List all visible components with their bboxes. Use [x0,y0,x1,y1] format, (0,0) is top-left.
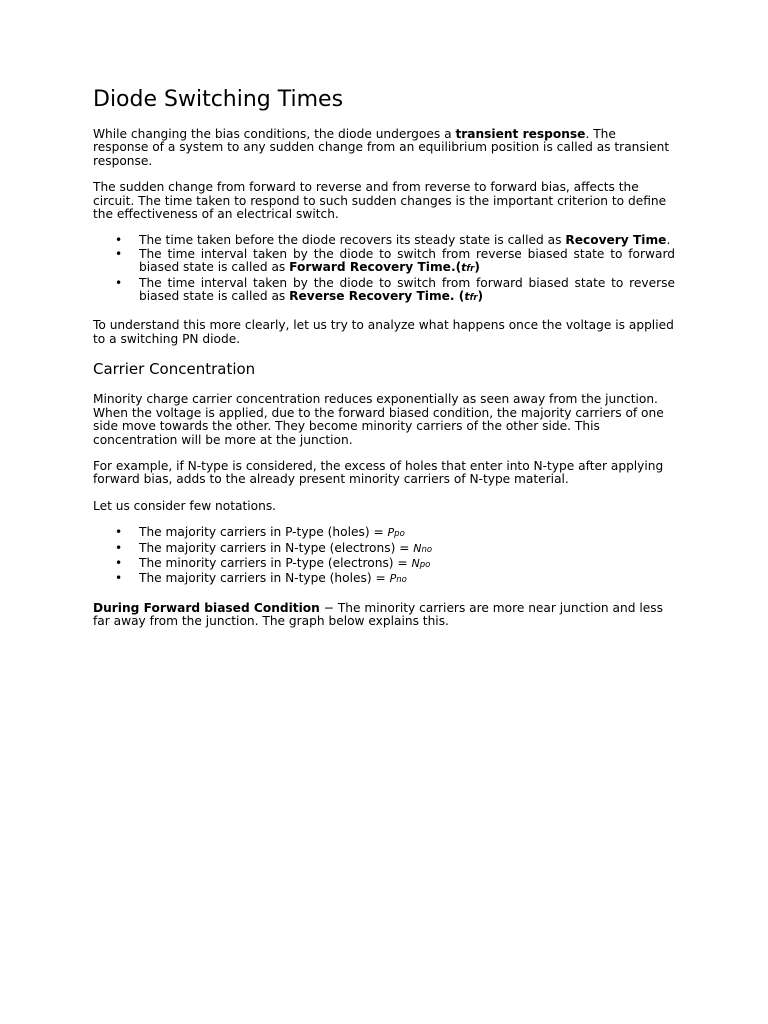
list-item-close: ) [477,289,484,304]
switching-times-list [93,234,675,305]
list-item: • The majority carriers in P-type (holes) = Ppo [139,526,675,541]
bias-change-paragraph: The sudden change from forward to reverse and from reverse to forward bias, affects the circuit. The time taken to respond to such sudden changes is the important criterion to define the effectiveness of an electrical switch. [93,180,667,222]
forward-bias-paragraph [93,602,675,629]
list-item-bold: Forward Recovery Time.( [289,260,462,275]
page-title: Diode Switching Times [93,87,344,112]
forward-bias-label: During Forward biased Condition [93,600,320,615]
symbol-subscript: fr [469,293,478,304]
symbol-subscript: no [396,575,407,586]
list-item-end: . [666,233,671,248]
example-paragraph: For example, if N-type is considered, the excess of holes that enter into N-type after applying forward bias, adds to the already present minority carriers of N-type material. [93,458,664,487]
list-item-bold: Recovery Time [565,233,667,248]
document-page [93,86,675,642]
intro-text-post: . The response of a system to any sudden change from an equilibrium position is called as transient response. [93,127,670,168]
forward-bias-text: − The minority carriers are more near junction and less far away from the junction. The graph below explains this. [93,600,663,629]
intro-paragraph [93,128,675,168]
list-item [139,277,675,306]
list-item: • The minority carriers in P-type (electrons) = Npo [139,557,675,572]
section-heading: Carrier Concentration [93,360,256,379]
analyze-paragraph: To understand this more clearly, let us try to analyze what happens once the voltage is applied to a switching PN diode. [93,318,674,346]
symbol: Npo [411,556,431,570]
symbol: Pno [389,572,407,586]
symbol: tfr [464,290,478,304]
list-item: • The majority carriers in N-type (holes) = Pno [139,572,675,587]
symbol-subscript: po [394,529,405,540]
list-item [139,234,675,247]
notations-list [93,526,675,588]
intro-bold-term: transient response [455,127,586,141]
symbol: Nno [413,541,433,555]
symbol: Ppo [387,526,405,540]
list-item-text: The time taken before the diode recovers its steady state is called as [139,233,566,248]
symbol-subscript: no [421,544,433,555]
concentration-paragraph: Minority charge carrier concentration reduces exponentially as seen away from the junction. When the voltage is applied, due to the forward biased condition, the majority carriers of one side move towards the other. They become minority carriers of the other side. This concentration will be more at the junction. [93,392,664,447]
list-item [139,248,675,277]
symbol-subscript: fr [466,264,475,275]
symbol: tfr [461,261,475,275]
symbol-subscript: po [419,559,431,570]
notations-intro: Let us consider few notations. [93,498,277,513]
list-item-text: The time interval taken by the diode to switch from forward biased state to reverse biased state is called as [139,275,675,304]
list-item-text: The time interval taken by the diode to switch from reverse biased state to forward biased state is called as [139,246,675,275]
list-item-close: ) [474,260,480,275]
list-item-bold: Reverse Recovery Time. ( [289,289,465,304]
list-item: • The majority carriers in N-type (electrons) = Nno [139,542,675,557]
intro-text-pre: While changing the bias conditions, the diode undergoes a [93,127,456,141]
